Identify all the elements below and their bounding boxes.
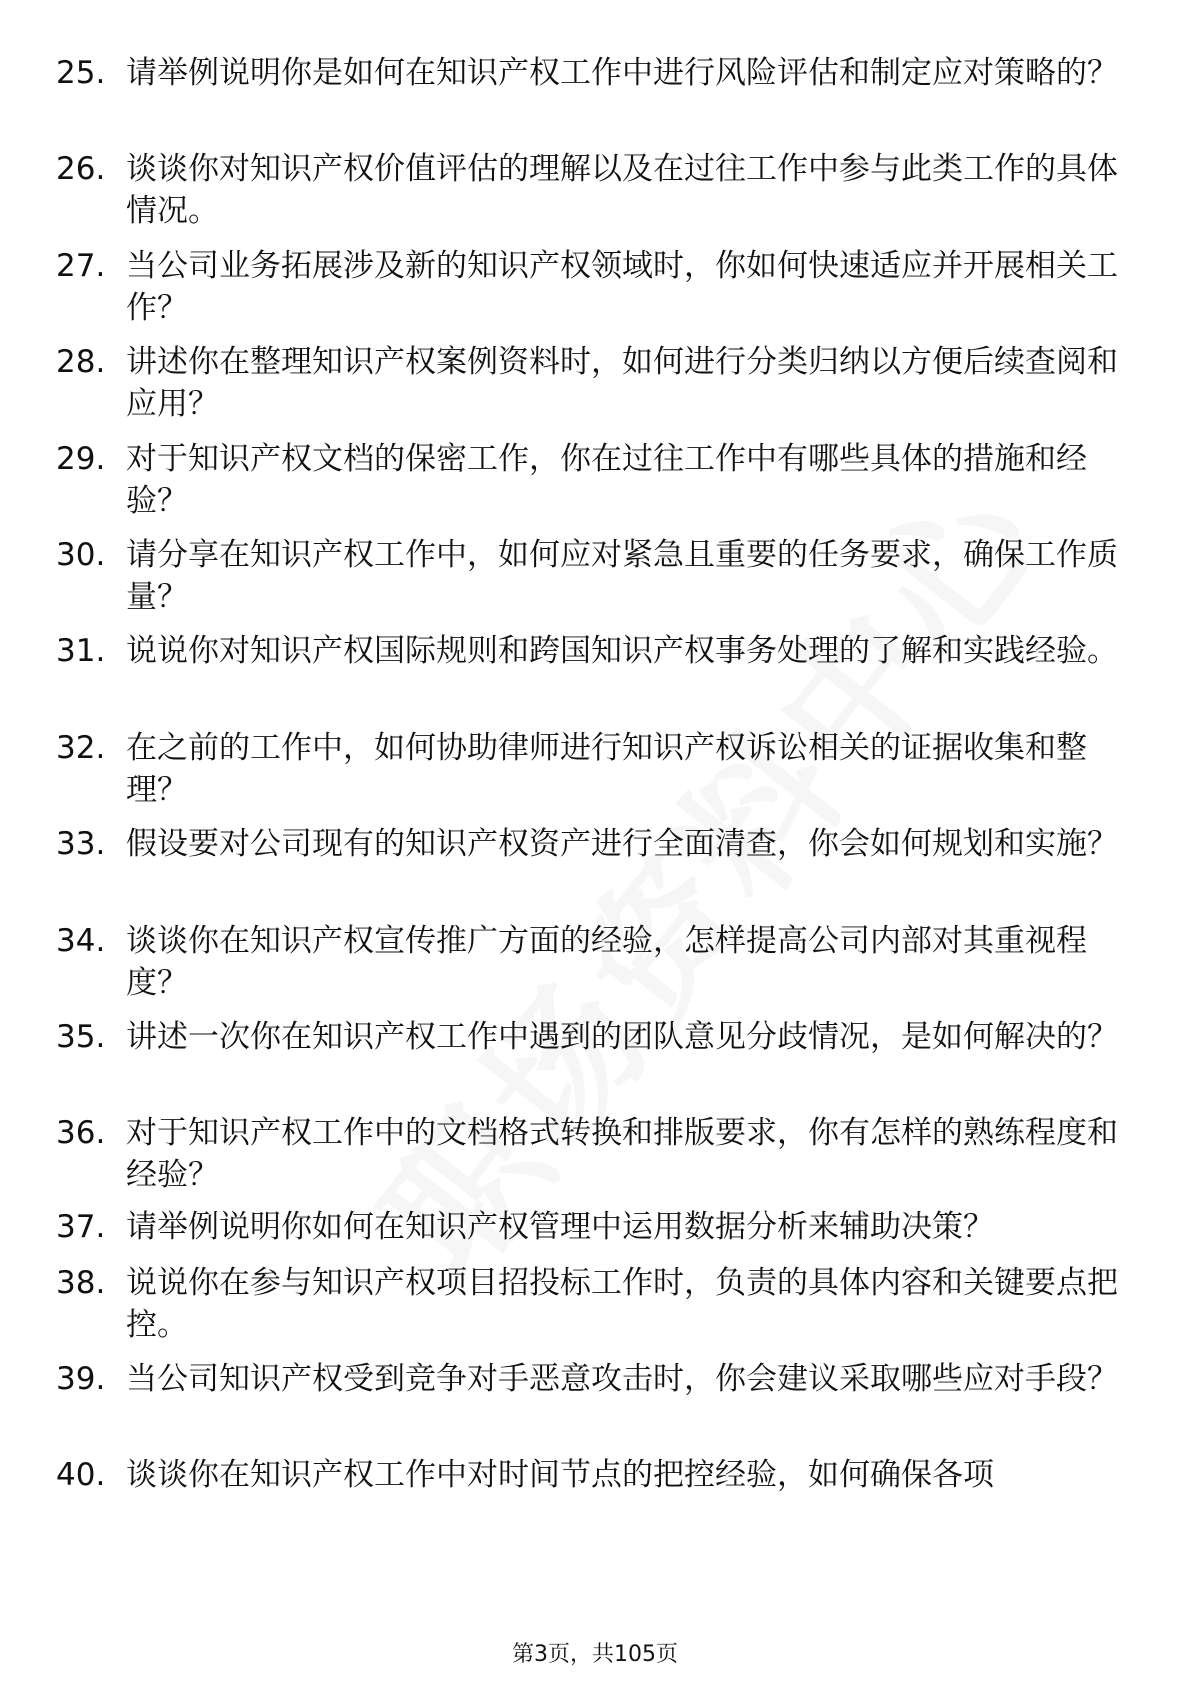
- question-item: [56, 630, 1136, 672]
- question-item: [56, 52, 1136, 94]
- question-number: 37.: [56, 1209, 106, 1245]
- question-text: 谈谈你在知识产权工作中对时间节点的把控经验，如何确保各项: [126, 1457, 994, 1493]
- question-item: [56, 1112, 1136, 1196]
- question-number: 31.: [56, 633, 106, 669]
- question-text: 请分享在知识产权工作中，如何应对紧急且重要的任务要求，确保工作质量？: [126, 537, 1118, 615]
- question-item: [56, 727, 1136, 811]
- question-text: 当公司知识产权受到竞争对手恶意攻击时，你会建议采取哪些应对手段？: [126, 1361, 1118, 1397]
- question-item: [56, 920, 1136, 1004]
- question-text: 假设要对公司现有的知识产权资产进行全面清查，你会如何规划和实施？: [126, 826, 1118, 862]
- question-text: 请举例说明你如何在知识产权管理中运用数据分析来辅助决策？: [126, 1209, 994, 1245]
- question-text: 讲述你在整理知识产权案例资料时，如何进行分类归纳以方便后续查阅和应用？: [126, 344, 1118, 422]
- question-number: 28.: [56, 344, 106, 380]
- question-number: 35.: [56, 1019, 106, 1055]
- question-number: 39.: [56, 1361, 106, 1397]
- question-number: 33.: [56, 826, 106, 862]
- question-text: 说说你对知识产权国际规则和跨国知识产权事务处理的了解和实践经验。: [126, 633, 1118, 669]
- question-text: 当公司业务拓展涉及新的知识产权领域时，你如何快速适应并开展相关工作？: [126, 248, 1118, 326]
- question-number: 32.: [56, 730, 106, 766]
- question-number: 30.: [56, 537, 106, 573]
- question-number: 29.: [56, 441, 106, 477]
- question-text: 对于知识产权工作中的文档格式转换和排版要求，你有怎样的熟练程度和经验？: [126, 1115, 1118, 1193]
- question-number: 26.: [56, 151, 106, 187]
- question-item: [56, 1206, 1136, 1248]
- question-item: [56, 1016, 1136, 1058]
- question-number: 34.: [56, 923, 106, 959]
- question-item: [56, 1262, 1136, 1346]
- question-item: [56, 341, 1136, 425]
- question-text: 讲述一次你在知识产权工作中遇到的团队意见分歧情况，是如何解决的？: [126, 1019, 1118, 1055]
- question-text: 说说你在参与知识产权项目招投标工作时，负责的具体内容和关键要点把控。: [126, 1265, 1118, 1343]
- question-text: 对于知识产权文档的保密工作，你在过往工作中有哪些具体的措施和经验？: [126, 441, 1087, 519]
- question-item: [56, 823, 1136, 865]
- question-text: 谈谈你对知识产权价值评估的理解以及在过往工作中参与此类工作的具体情况。: [126, 151, 1118, 229]
- question-text: 请举例说明你是如何在知识产权工作中进行风险评估和制定应对策略的？: [126, 55, 1118, 91]
- question-number: 27.: [56, 248, 106, 284]
- question-number: 25.: [56, 55, 106, 91]
- question-item: [56, 534, 1136, 618]
- question-text: 在之前的工作中，如何协助律师进行知识产权诉讼相关的证据收集和整理？: [126, 730, 1087, 808]
- question-number: 38.: [56, 1265, 106, 1301]
- page-number: 第3页，共105页: [512, 1642, 678, 1667]
- question-item: [56, 1358, 1136, 1400]
- question-item: [56, 148, 1136, 232]
- question-number: 36.: [56, 1115, 106, 1151]
- question-item: [56, 438, 1136, 522]
- question-item: [56, 245, 1136, 329]
- question-text: 谈谈你在知识产权宣传推广方面的经验，怎样提高公司内部对其重视程度？: [126, 923, 1087, 1001]
- question-number: 40.: [56, 1457, 106, 1493]
- question-item: [56, 1454, 1136, 1496]
